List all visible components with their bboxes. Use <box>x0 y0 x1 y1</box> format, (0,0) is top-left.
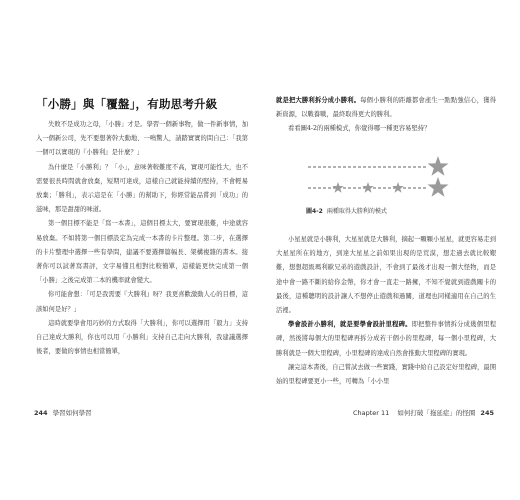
paragraph-text: 小星星就是小勝利，大星星就是大勝利，摘起一顆顆小星星，就更容易走到大星星所在的地方，到達大星星之前如果出現的是荒漠，想走過去就比較艱難，想想超級瑪利歐兄弟的遊戲設計，不會到了最後才出現一個大怪物，而是途中會一路不斷的給你金幣，你才會一直走一路擁，不知不覺就到遊戲關卡的最後，這種聰明的設計讓人不想停止遊戲和過關，道理也同樣適用在自己的生活裡。 <box>276 236 496 315</box>
figure-number: 圖4-2 <box>306 208 323 215</box>
small-star-icon <box>332 182 343 193</box>
figure-caption-text: 兩種取得大勝利的模式 <box>326 208 387 215</box>
left-footer <box>34 408 92 417</box>
running-title: 如何打破「拖延症」的怪圈 <box>397 409 476 417</box>
big-win-path <box>308 156 449 176</box>
paragraph <box>276 122 496 136</box>
small-star-icon <box>392 182 403 193</box>
paragraph <box>276 94 496 122</box>
paragraph-text: 每個小勝利的距離都會產生一點點強信心，獲得新資源，以戰養戰，最終取得更大的勝利。 <box>276 97 497 119</box>
paragraph: 這時就要學會用巧妙的方式取得「大勝利」，你可以選擇用「毅力」支持自己達成大勝利，你也可以用「小勝利」支持自己走向大勝利，我建議選擇後者，要做的事情也相當簡單， <box>36 319 248 356</box>
page-number: 244 <box>34 409 48 417</box>
paragraph <box>276 233 496 318</box>
page-number: 245 <box>480 409 494 417</box>
paragraph: 失敗不是成功之母，「小勝」才是。學習一個新事物，做一件新事情，加入一個新公司，先不要想著幹大動地、一鳴驚人，請踏實實的問自己：「我第一個可以實現的『小勝利』是什麼？」 <box>36 121 248 157</box>
running-title: 學習如何學習 <box>52 409 92 417</box>
paragraph <box>276 318 496 361</box>
paragraph: 你可能會想：「可是我需要『大勝利』呀？我更喜歡激動人心的目標，這該如何是好？」 <box>36 291 248 313</box>
right-body-text-bottom <box>276 233 496 389</box>
right-page <box>260 0 520 500</box>
bold-phrase: 學會設計小勝利，就是要學會設計里程碑。 <box>288 321 412 329</box>
small-star-icon <box>362 182 373 193</box>
figure-4-2 <box>298 150 468 220</box>
paragraph: 為什麼是「小勝利」？「小」，意味著較難度不高，實現可能性大，也不需要很長時間就會放棄，短期可達成，這樣自己就能持續的堅持，不會輕易放棄；「勝利」，表示這是在「小勝」的幫助下，你經常能品嘗到「成功」的滋味，那是甜甜的味道。 <box>36 163 248 214</box>
two-paths-diagram <box>298 150 468 200</box>
chapter-label: Chapter 11 <box>352 409 390 417</box>
large-star-icon <box>428 156 449 176</box>
paragraph <box>276 361 496 389</box>
figure-caption <box>306 206 476 215</box>
paragraph-text: 即把整件事情拆分成幾個里程碑，然後將每個大的里程碑再拆分成若干個小的里程碑，每一個小里程碑，大勝利就是一個大里程碑，小里程碑的達成自然會推動大里程碑的實現。 <box>276 321 497 357</box>
left-body-text <box>36 118 248 359</box>
paragraph-text: 讓完這本書後，自己嘗試去做一些實踐，實踐中給自己設定好里程碑，最開始的里程碑要更小一些，可轉為「小小里 <box>276 363 496 386</box>
paragraph-text: 看看圖4-2的兩種模式，你覺得哪一種更容易堅持？ <box>288 125 431 133</box>
small-wins-path <box>308 177 449 197</box>
right-footer <box>353 408 494 417</box>
large-star-icon <box>428 177 449 197</box>
right-body-text-top <box>276 94 496 137</box>
paragraph: 第一個目標不能是「寫一本書」，這個目標太大，要實現很難，中途就容易放棄。不如將第一個目標設定為完成一本書的卡片整理。第二步，在選擇的卡片整理中選擇一些有學問，建議不要選擇篇幅長、架構複雜的書本。接著你可以試著寫書評，文字易懂且相對比較簡單，這樣能更快完成第一個「小勝」之後完成第二本的機率就會變大。 <box>36 220 248 285</box>
bold-phrase: 就是把大勝利拆分成小勝利。 <box>276 97 361 104</box>
section-heading: 「小勝」與「覆盤」，有助思考升級 <box>36 97 218 111</box>
